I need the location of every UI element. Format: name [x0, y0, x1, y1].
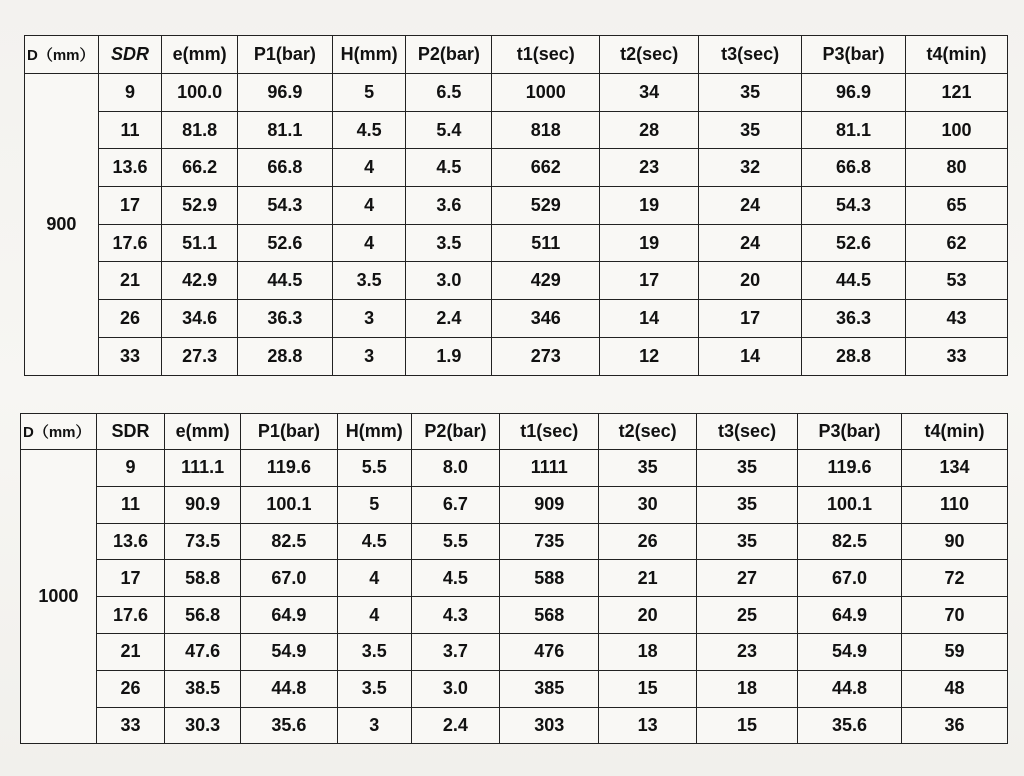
table-row — [21, 486, 1008, 523]
cell-t1: 346 — [492, 300, 600, 338]
cell-t1: 568 — [500, 597, 599, 634]
table-row — [25, 224, 1008, 262]
cell-t2: 14 — [600, 300, 699, 338]
cell-p3: 96.9 — [802, 74, 906, 112]
cell-p2: 3.0 — [411, 670, 500, 707]
cell-p3: 44.5 — [802, 262, 906, 300]
cell-sdr: 21 — [98, 262, 162, 300]
cell-p1: 64.9 — [241, 597, 338, 634]
col-header-sdr: SDR — [98, 36, 162, 74]
cell-h: 4 — [337, 597, 411, 634]
col-header-p3: P3(bar) — [798, 414, 902, 450]
col-header-sdr: SDR — [96, 414, 165, 450]
cell-h: 3.5 — [337, 670, 411, 707]
cell-e: 58.8 — [165, 560, 241, 597]
col-header-p1: P1(bar) — [241, 414, 338, 450]
cell-p3: 28.8 — [802, 337, 906, 375]
cell-p3: 119.6 — [798, 450, 902, 487]
cell-t1: 273 — [492, 337, 600, 375]
cell-t3: 20 — [699, 262, 802, 300]
cell-t2: 18 — [599, 633, 697, 670]
cell-h: 4 — [337, 560, 411, 597]
col-header-h: H(mm) — [332, 36, 406, 74]
cell-t3: 24 — [699, 224, 802, 262]
cell-t2: 30 — [599, 486, 697, 523]
cell-p1: 100.1 — [241, 486, 338, 523]
table-row — [21, 633, 1008, 670]
cell-e: 51.1 — [162, 224, 238, 262]
cell-t4: 80 — [906, 149, 1008, 187]
cell-h: 3.5 — [332, 262, 406, 300]
cell-t3: 27 — [697, 560, 798, 597]
cell-t1: 511 — [492, 224, 600, 262]
cell-e: 52.9 — [162, 187, 238, 225]
cell-t1: 662 — [492, 149, 600, 187]
cell-t2: 17 — [600, 262, 699, 300]
cell-p1: 44.8 — [241, 670, 338, 707]
cell-p1: 28.8 — [237, 337, 332, 375]
cell-e: 34.6 — [162, 300, 238, 338]
cell-t3: 25 — [697, 597, 798, 634]
cell-e: 81.8 — [162, 111, 238, 149]
cell-e: 27.3 — [162, 337, 238, 375]
cell-p2: 4.5 — [411, 560, 500, 597]
cell-sdr: 9 — [96, 450, 165, 487]
col-header-p3: P3(bar) — [802, 36, 906, 74]
cell-p3: 44.8 — [798, 670, 902, 707]
cell-t1: 303 — [500, 707, 599, 744]
cell-e: 73.5 — [165, 523, 241, 560]
cell-sdr: 11 — [98, 111, 162, 149]
cell-t2: 19 — [600, 187, 699, 225]
table-row — [21, 523, 1008, 560]
cell-p3: 66.8 — [802, 149, 906, 187]
cell-t3: 14 — [699, 337, 802, 375]
cell-t1: 735 — [500, 523, 599, 560]
cell-t2: 21 — [599, 560, 697, 597]
cell-t1: 385 — [500, 670, 599, 707]
cell-h: 3 — [337, 707, 411, 744]
cell-e: 66.2 — [162, 149, 238, 187]
cell-t4: 36 — [901, 707, 1007, 744]
cell-t3: 35 — [697, 486, 798, 523]
cell-p2: 6.7 — [411, 486, 500, 523]
cell-t3: 35 — [699, 74, 802, 112]
cell-p2: 1.9 — [406, 337, 492, 375]
cell-p2: 5.5 — [411, 523, 500, 560]
cell-sdr: 17.6 — [96, 597, 165, 634]
col-header-t3: t3(sec) — [697, 414, 798, 450]
cell-p1: 54.3 — [237, 187, 332, 225]
cell-t4: 100 — [906, 111, 1008, 149]
cell-t3: 15 — [697, 707, 798, 744]
cell-t2: 35 — [599, 450, 697, 487]
cell-t2: 12 — [600, 337, 699, 375]
cell-p1: 96.9 — [237, 74, 332, 112]
cell-p1: 81.1 — [237, 111, 332, 149]
cell-p1: 82.5 — [241, 523, 338, 560]
cell-e: 100.0 — [162, 74, 238, 112]
cell-p2: 6.5 — [406, 74, 492, 112]
header-row — [25, 36, 1008, 74]
cell-p2: 4.3 — [411, 597, 500, 634]
cell-t4: 110 — [901, 486, 1007, 523]
cell-t2: 26 — [599, 523, 697, 560]
cell-t4: 72 — [901, 560, 1007, 597]
cell-p2: 5.4 — [406, 111, 492, 149]
cell-sdr: 13.6 — [98, 149, 162, 187]
cell-t2: 19 — [600, 224, 699, 262]
col-header-p1: P1(bar) — [237, 36, 332, 74]
cell-t3: 23 — [697, 633, 798, 670]
col-header-t2: t2(sec) — [599, 414, 697, 450]
cell-sdr: 33 — [96, 707, 165, 744]
col-header-t1: t1(sec) — [500, 414, 599, 450]
cell-p2: 3.7 — [411, 633, 500, 670]
cell-e: 90.9 — [165, 486, 241, 523]
cell-t2: 13 — [599, 707, 697, 744]
table-row — [25, 300, 1008, 338]
cell-sdr: 33 — [98, 337, 162, 375]
cell-p1: 52.6 — [237, 224, 332, 262]
col-header-e: e(mm) — [165, 414, 241, 450]
cell-t3: 18 — [697, 670, 798, 707]
col-header-d: D（mm） — [21, 414, 97, 450]
cell-t4: 121 — [906, 74, 1008, 112]
cell-h: 3 — [332, 300, 406, 338]
table-row — [25, 187, 1008, 225]
cell-p3: 54.9 — [798, 633, 902, 670]
cell-t3: 35 — [699, 111, 802, 149]
cell-t4: 65 — [906, 187, 1008, 225]
cell-p1: 66.8 — [237, 149, 332, 187]
cell-t2: 28 — [600, 111, 699, 149]
cell-h: 4 — [332, 149, 406, 187]
cell-p1: 35.6 — [241, 707, 338, 744]
table-row — [25, 337, 1008, 375]
cell-h: 3 — [332, 337, 406, 375]
cell-t3: 35 — [697, 523, 798, 560]
spec-table-900 — [24, 35, 1008, 376]
cell-t3: 35 — [697, 450, 798, 487]
table-row — [25, 262, 1008, 300]
table-row — [25, 74, 1008, 112]
cell-p3: 54.3 — [802, 187, 906, 225]
cell-t4: 48 — [901, 670, 1007, 707]
cell-p2: 2.4 — [411, 707, 500, 744]
table-row — [21, 597, 1008, 634]
cell-p1: 67.0 — [241, 560, 338, 597]
cell-t3: 17 — [699, 300, 802, 338]
cell-t2: 34 — [600, 74, 699, 112]
cell-t1: 588 — [500, 560, 599, 597]
col-header-e: e(mm) — [162, 36, 238, 74]
cell-p1: 44.5 — [237, 262, 332, 300]
table-row — [21, 670, 1008, 707]
col-header-t1: t1(sec) — [492, 36, 600, 74]
cell-p3: 52.6 — [802, 224, 906, 262]
table-row — [21, 560, 1008, 597]
cell-p2: 2.4 — [406, 300, 492, 338]
table-row — [25, 149, 1008, 187]
col-header-t3: t3(sec) — [699, 36, 802, 74]
cell-sdr: 17 — [96, 560, 165, 597]
cell-e: 42.9 — [162, 262, 238, 300]
cell-p3: 100.1 — [798, 486, 902, 523]
cell-p2: 3.5 — [406, 224, 492, 262]
col-header-t4: t4(min) — [901, 414, 1007, 450]
cell-h: 4 — [332, 187, 406, 225]
cell-t4: 62 — [906, 224, 1008, 262]
cell-sdr: 13.6 — [96, 523, 165, 560]
cell-e: 38.5 — [165, 670, 241, 707]
cell-t4: 59 — [901, 633, 1007, 670]
header-row — [21, 414, 1008, 450]
cell-p2: 8.0 — [411, 450, 500, 487]
cell-p3: 81.1 — [802, 111, 906, 149]
table-row — [21, 707, 1008, 744]
table-row — [21, 450, 1008, 487]
col-header-h: H(mm) — [337, 414, 411, 450]
cell-t1: 476 — [500, 633, 599, 670]
col-header-d: D（mm） — [25, 36, 99, 74]
cell-t4: 53 — [906, 262, 1008, 300]
cell-p3: 35.6 — [798, 707, 902, 744]
cell-p3: 64.9 — [798, 597, 902, 634]
cell-h: 5 — [332, 74, 406, 112]
cell-t4: 43 — [906, 300, 1008, 338]
cell-t3: 32 — [699, 149, 802, 187]
cell-t2: 20 — [599, 597, 697, 634]
cell-t4: 134 — [901, 450, 1007, 487]
col-header-p2: P2(bar) — [406, 36, 492, 74]
cell-sdr: 26 — [98, 300, 162, 338]
cell-t4: 33 — [906, 337, 1008, 375]
col-header-p2: P2(bar) — [411, 414, 500, 450]
cell-p1: 36.3 — [237, 300, 332, 338]
cell-t1: 1000 — [492, 74, 600, 112]
cell-sdr: 9 — [98, 74, 162, 112]
cell-t1: 909 — [500, 486, 599, 523]
cell-t4: 70 — [901, 597, 1007, 634]
diameter-cell: 1000 — [21, 450, 97, 744]
cell-h: 3.5 — [337, 633, 411, 670]
cell-t1: 529 — [492, 187, 600, 225]
cell-h: 5 — [337, 486, 411, 523]
cell-t4: 90 — [901, 523, 1007, 560]
cell-p3: 36.3 — [802, 300, 906, 338]
cell-e: 30.3 — [165, 707, 241, 744]
cell-p1: 119.6 — [241, 450, 338, 487]
cell-t2: 23 — [600, 149, 699, 187]
cell-t2: 15 — [599, 670, 697, 707]
cell-p3: 82.5 — [798, 523, 902, 560]
cell-e: 56.8 — [165, 597, 241, 634]
cell-t1: 818 — [492, 111, 600, 149]
cell-p2: 3.6 — [406, 187, 492, 225]
cell-p2: 4.5 — [406, 149, 492, 187]
col-header-t2: t2(sec) — [600, 36, 699, 74]
table-row — [25, 111, 1008, 149]
cell-h: 5.5 — [337, 450, 411, 487]
cell-h: 4.5 — [332, 111, 406, 149]
cell-p1: 54.9 — [241, 633, 338, 670]
cell-p2: 3.0 — [406, 262, 492, 300]
cell-h: 4 — [332, 224, 406, 262]
cell-sdr: 11 — [96, 486, 165, 523]
cell-t1: 429 — [492, 262, 600, 300]
cell-h: 4.5 — [337, 523, 411, 560]
spec-table-1000 — [20, 413, 1008, 744]
cell-sdr: 17.6 — [98, 224, 162, 262]
cell-sdr: 26 — [96, 670, 165, 707]
col-header-t4: t4(min) — [906, 36, 1008, 74]
diameter-cell: 900 — [25, 74, 99, 376]
cell-t3: 24 — [699, 187, 802, 225]
cell-sdr: 21 — [96, 633, 165, 670]
cell-e: 47.6 — [165, 633, 241, 670]
cell-p3: 67.0 — [798, 560, 902, 597]
cell-t1: 1111 — [500, 450, 599, 487]
cell-e: 111.1 — [165, 450, 241, 487]
cell-sdr: 17 — [98, 187, 162, 225]
